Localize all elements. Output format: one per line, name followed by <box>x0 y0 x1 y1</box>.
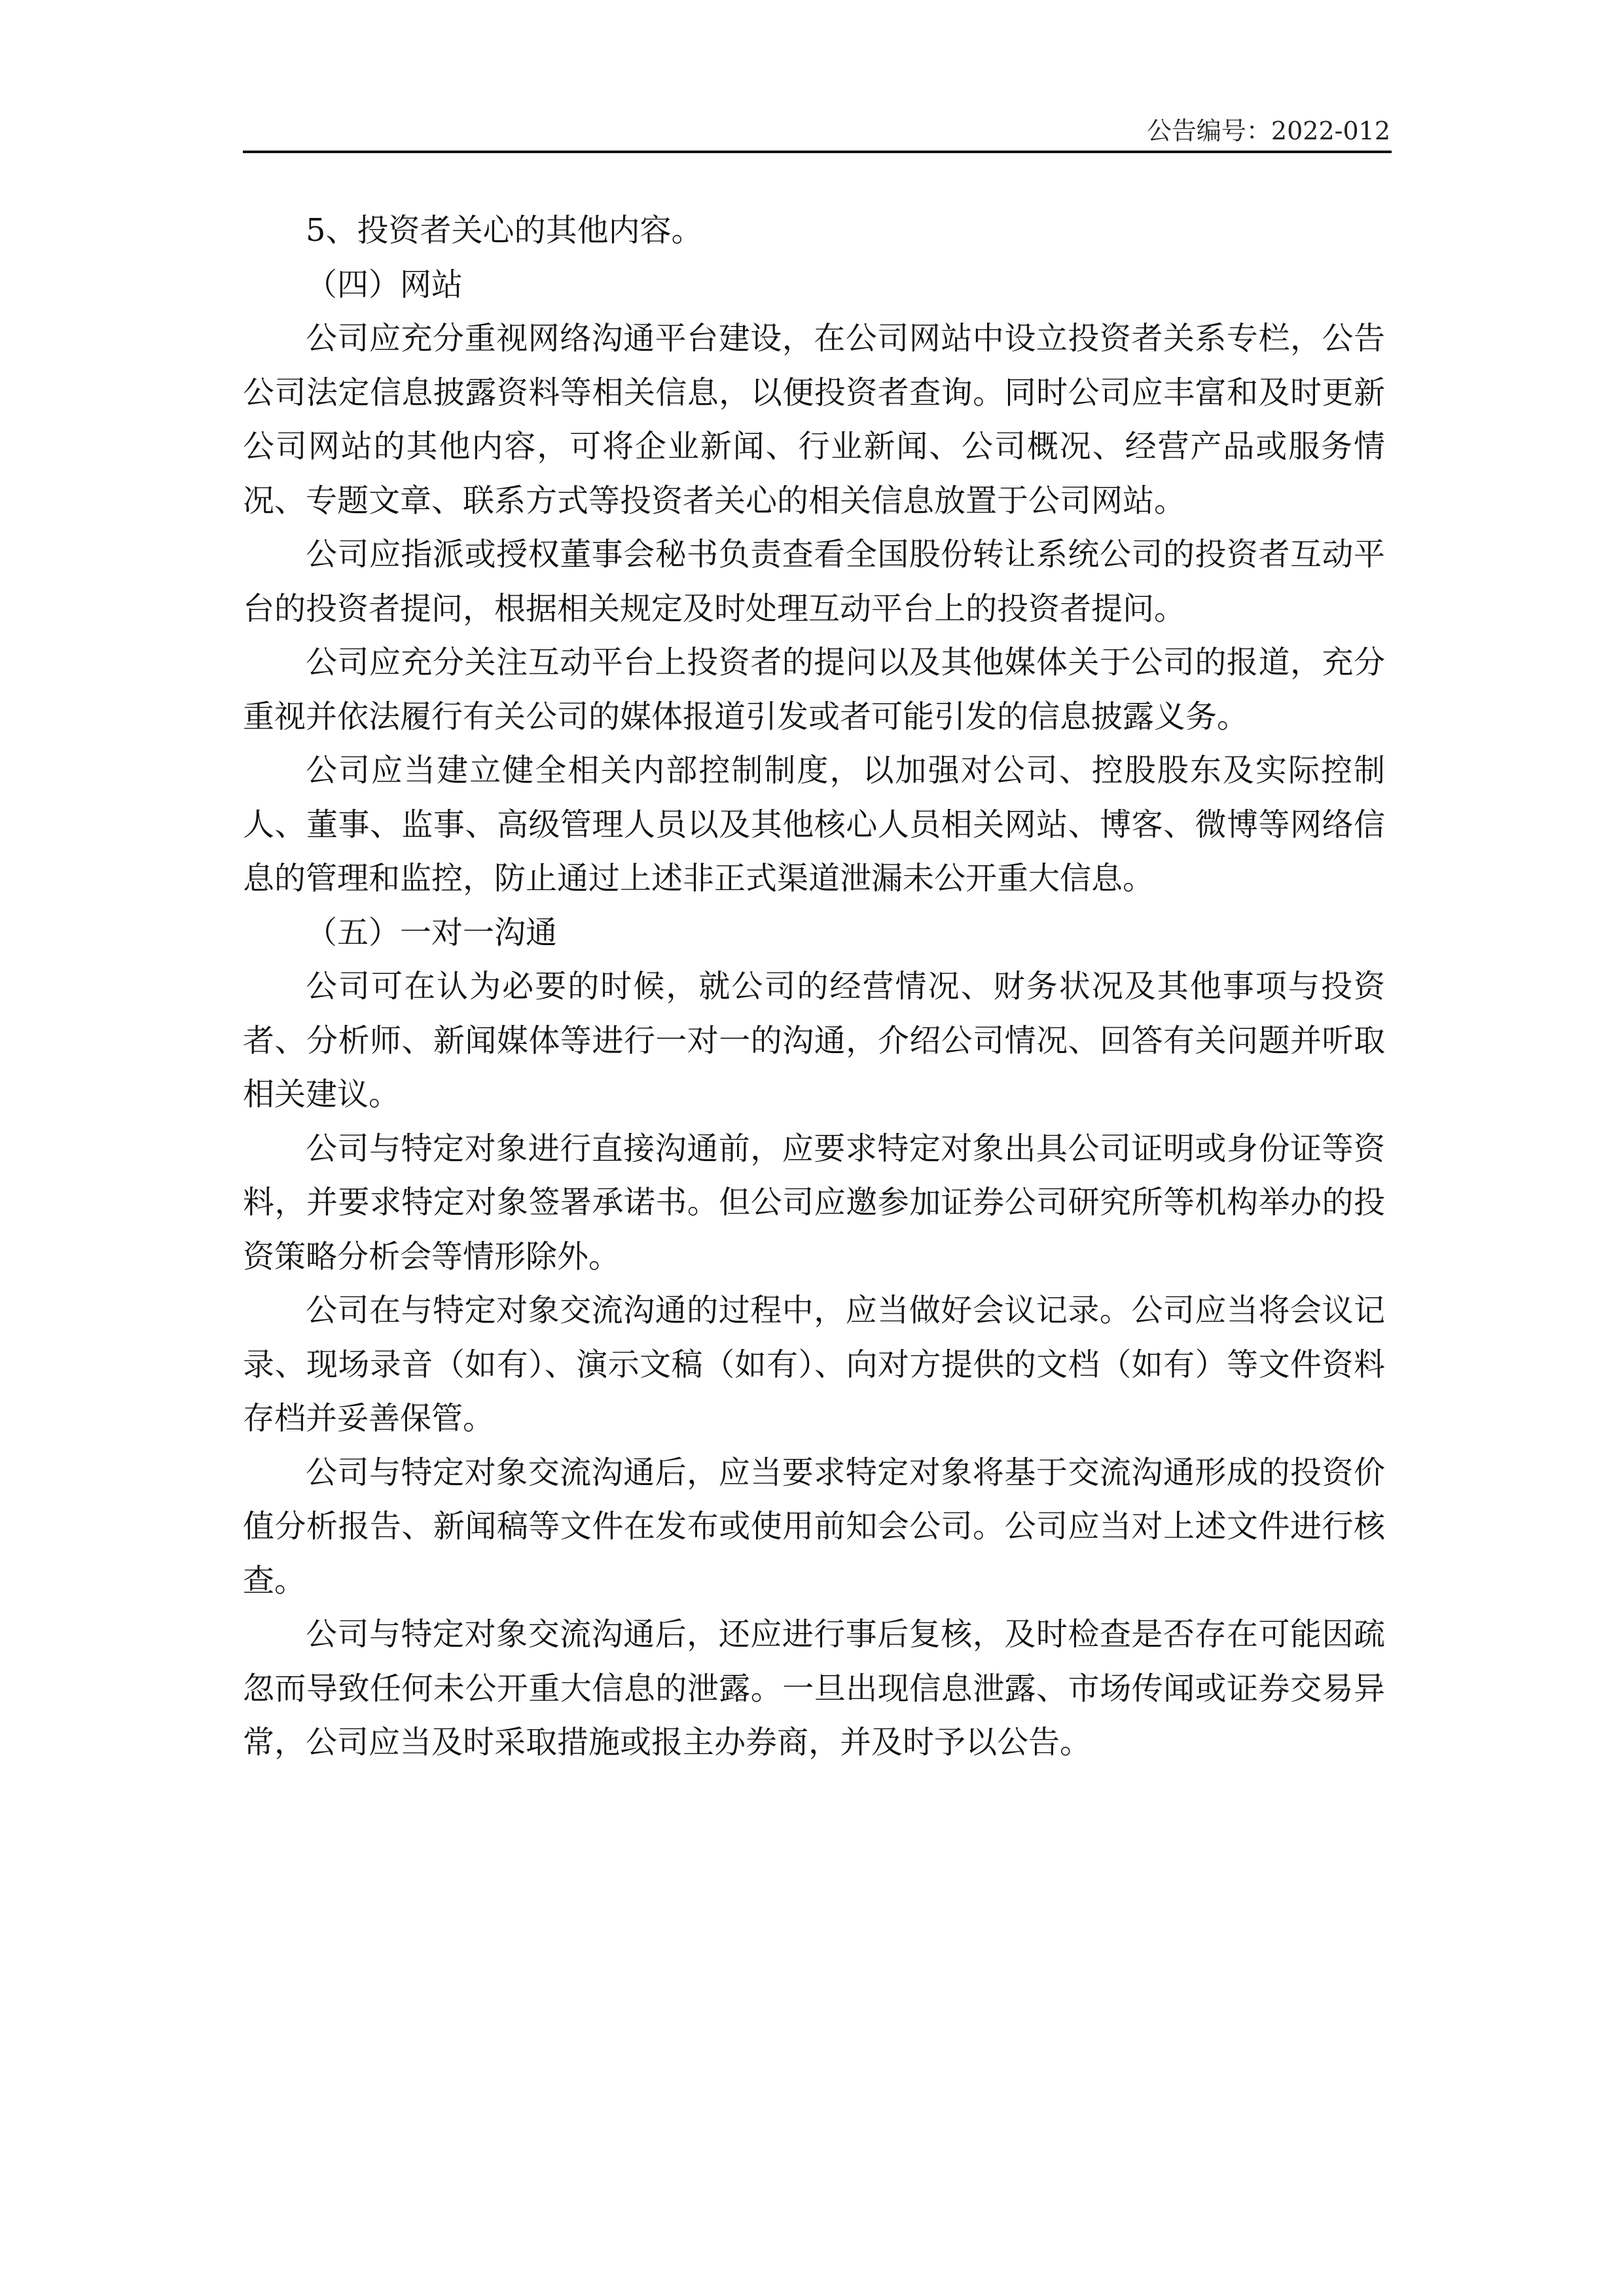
paragraph: 5、投资者关心的其他内容。 <box>306 212 703 249</box>
header-divider <box>243 151 1392 153</box>
paragraph: 公司与特定对象进行直接沟通前，应要求特定对象出具公司证明或身份证等资料，并要求特定对象签署承诺书。但公司应邀参加证券公司研究所等机构举办的投资策略分析会等情形除外。 <box>243 1130 1385 1275</box>
paragraph: 公司可在认为必要的时候，就公司的经营情况、财务状况及其他事项与投资者、分析师、新闻媒体等进行一对一的沟通，介绍公司情况、回答有关问题并听取相关建议。 <box>243 968 1385 1113</box>
section-heading: （五）一对一沟通 <box>306 914 558 951</box>
paragraph: 公司与特定对象交流沟通后，还应进行事后复核，及时检查是否存在可能因疏忽而导致任何未公开重大信息的泄露。一旦出现信息泄露、市场传闻或证券交易异常，公司应当及时采取措施或报主办券商，并及时予以公告。 <box>243 1616 1385 1761</box>
paragraph: 公司应当建立健全相关内部控制制度，以加强对公司、控股股东及实际控制人、董事、监事、高级管理人员以及其他核心人员相关网站、博客、微博等网络信息的管理和监控，防止通过上述非正式渠道泄漏未公开重大信息。 <box>243 752 1385 897</box>
paragraph: 公司应充分重视网络沟通平台建设，在公司网站中设立投资者关系专栏，公告公司法定信息披露资料等相关信息，以便投资者查询。同时公司应丰富和及时更新公司网站的其他内容，可将企业新闻、行业新闻、公司概况、经营产品或服务情况、专题文章、联系方式等投资者关心的相关信息放置于公司网站。 <box>243 320 1385 519</box>
paragraph: 公司与特定对象交流沟通后，应当要求特定对象将基于交流沟通形成的投资价值分析报告、新闻稿等文件在发布或使用前知会公司。公司应当对上述文件进行核查。 <box>243 1454 1385 1599</box>
paragraph: 公司应充分关注互动平台上投资者的提问以及其他媒体关于公司的报道，充分重视并依法履行有关公司的媒体报道引发或者可能引发的信息披露义务。 <box>243 644 1385 735</box>
paragraph: 公司应指派或授权董事会秘书负责查看全国股份转让系统公司的投资者互动平台的投资者提问，根据相关规定及时处理互动平台上的投资者提问。 <box>243 536 1385 627</box>
announcement-number: 公告编号：2022-012 <box>1146 117 1390 145</box>
section-heading: （四）网站 <box>306 266 463 303</box>
document-body <box>243 204 1385 1770</box>
paragraph: 公司在与特定对象交流沟通的过程中，应当做好会议记录。公司应当将会议记录、现场录音（如有）、演示文稿（如有）、向对方提供的文档（如有）等文件资料存档并妥善保管。 <box>243 1292 1385 1437</box>
